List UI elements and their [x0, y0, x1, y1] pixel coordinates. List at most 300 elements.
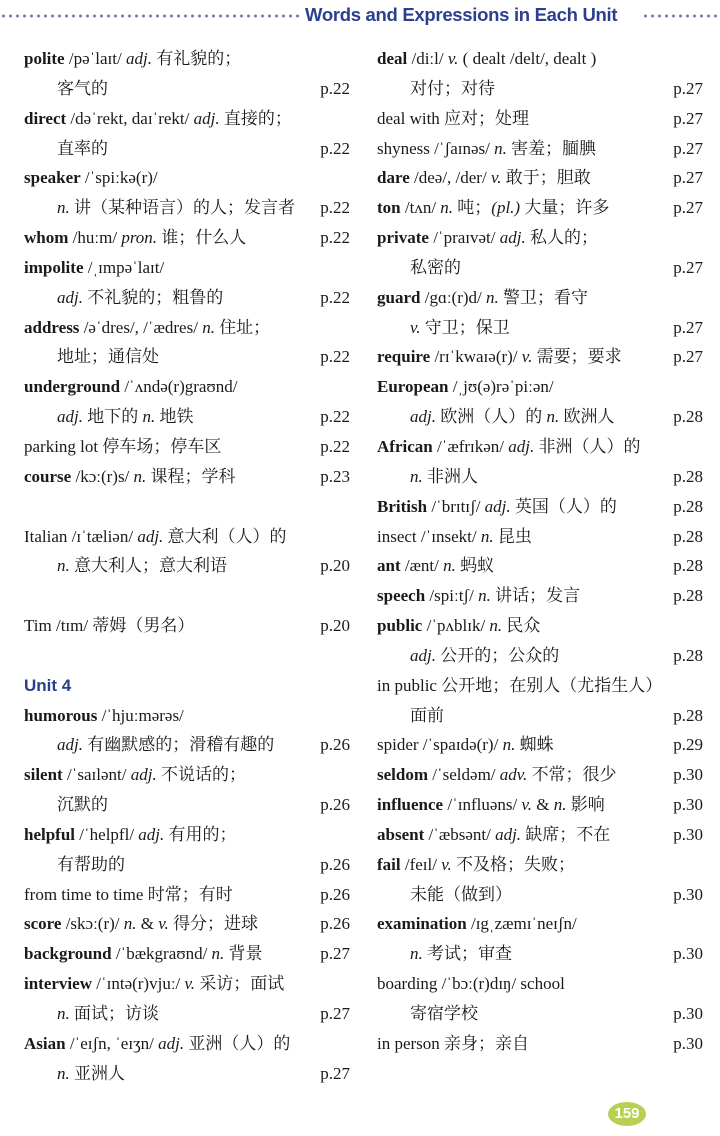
page-reference: p.22 — [320, 228, 350, 248]
vocab-entry — [377, 611, 703, 671]
entry-text: /rɪˈkwaɪə(r)/ — [430, 347, 522, 367]
entry-line — [377, 671, 703, 701]
vocab-entry — [377, 432, 703, 492]
entry-text: 对付；对待 — [410, 78, 495, 98]
page-reference: p.22 — [320, 407, 350, 427]
entry-line — [377, 492, 703, 522]
running-header — [0, 4, 720, 30]
page-reference: p.26 — [320, 884, 350, 904]
page-reference: p.28 — [673, 586, 703, 606]
vocab-entry — [377, 163, 703, 193]
entry-text: 面前 — [410, 705, 444, 725]
entry-text: 地下的 — [82, 407, 143, 427]
part-of-speech: v. — [490, 168, 502, 188]
entry-text: from time to time 时常；有时 — [24, 884, 233, 904]
headword: deal — [377, 49, 408, 68]
part-of-speech: n. — [57, 198, 70, 218]
entry-line — [24, 372, 350, 402]
entry-text: /diːl/ — [407, 49, 448, 68]
page-reference: p.27 — [320, 944, 350, 964]
entry-text: & — [532, 795, 554, 815]
entry-line — [24, 104, 350, 134]
entry-text: 欧洲（人）的 — [435, 407, 547, 427]
part-of-speech: adj. — [484, 496, 511, 516]
headword: underground — [24, 377, 121, 397]
entry-line — [377, 581, 703, 611]
entry-line — [377, 522, 703, 552]
page-reference: p.28 — [673, 496, 703, 516]
vocab-entry — [377, 671, 703, 731]
group-spacer — [24, 492, 350, 522]
part-of-speech: n. — [489, 616, 503, 636]
vocab-entry — [377, 134, 703, 164]
part-of-speech: n. — [211, 944, 225, 964]
entry-line — [377, 611, 703, 641]
page-reference: p.23 — [320, 466, 350, 486]
entry-text: 亚洲人 — [69, 1063, 125, 1083]
entry-line — [377, 223, 703, 253]
entry-text: 大量；许多 — [520, 198, 610, 218]
entry-line — [24, 193, 350, 223]
vocab-entry — [24, 969, 350, 1029]
entry-line — [24, 701, 350, 731]
entry-text: 有帮助的 — [57, 854, 125, 874]
headword: address — [24, 317, 80, 337]
entry-text: ( dealt /delt/, dealt ) — [458, 49, 597, 68]
headword: European — [377, 377, 449, 397]
part-of-speech: n. — [57, 556, 70, 576]
entry-text: /ˈʌndə(r)graʊnd/ — [120, 377, 238, 397]
entry-text: 课程；学科 — [146, 466, 236, 486]
page-reference: p.30 — [673, 765, 703, 785]
page-reference: p.27 — [320, 1004, 350, 1023]
headword: course — [24, 466, 72, 486]
entry-text: 英国（人）的 — [510, 496, 617, 516]
entry-text: /ænt/ — [400, 556, 444, 576]
page-reference: p.22 — [320, 198, 350, 218]
vocab-entry — [24, 939, 350, 969]
part-of-speech: n. — [410, 466, 423, 486]
part-of-speech: n. — [57, 1004, 70, 1023]
entry-text: 面试；访谈 — [69, 1004, 159, 1023]
page-reference: p.28 — [673, 526, 703, 546]
vocab-entry — [377, 850, 703, 910]
entry-line — [377, 134, 703, 164]
headword: helpful — [24, 824, 76, 844]
part-of-speech: n. — [123, 914, 137, 934]
vocab-entry — [377, 104, 703, 134]
entry-line — [24, 432, 350, 462]
part-of-speech: v. — [441, 854, 452, 874]
vocab-entry — [377, 283, 703, 343]
entry-text: spider /ˈspaɪdə(r)/ — [377, 735, 503, 755]
vocab-entry — [24, 44, 350, 104]
entry-text: Tim /tɪm/ 蒂姆（男名） — [24, 616, 195, 636]
entry-line — [377, 432, 703, 462]
vocab-entry — [24, 462, 350, 492]
entry-text: 民众 — [502, 616, 541, 636]
part-of-speech: adj. — [508, 436, 535, 456]
vocab-entry — [377, 730, 703, 760]
entry-line — [24, 551, 350, 581]
unit-heading: Unit 4 — [24, 675, 72, 695]
part-of-speech: adj. — [138, 824, 165, 844]
headword: direct — [24, 108, 67, 128]
entry-text: 有用的； — [164, 824, 237, 844]
page-reference: p.27 — [673, 257, 703, 277]
page-reference: p.22 — [320, 436, 350, 456]
headword: influence — [377, 795, 444, 815]
page-reference: p.26 — [320, 795, 350, 815]
entry-text: 不说话的； — [156, 765, 246, 785]
entry-text: 讲话；发言 — [490, 586, 581, 606]
entry-text: 欧洲人 — [559, 407, 615, 427]
entry-text: in public 公开地；在别人（尤指生人） — [377, 675, 663, 695]
headword: African — [377, 436, 433, 456]
vocab-entry — [24, 432, 350, 462]
headword: background — [24, 944, 112, 964]
entry-text: /spiːtʃ/ — [425, 586, 479, 606]
entry-text: /ˈbækgraʊnd/ — [111, 944, 212, 964]
entry-text: & — [136, 914, 159, 934]
entry-text: 得分；进球 — [168, 914, 259, 934]
left-column — [24, 44, 350, 1089]
vocab-entry — [24, 701, 350, 761]
part-of-speech: v. — [521, 795, 533, 815]
entry-text: /ˈbrɪtɪʃ/ — [427, 496, 485, 516]
entry-line — [24, 999, 350, 1029]
entry-text: 蜘蛛 — [515, 735, 554, 755]
part-of-speech: n. — [57, 1063, 70, 1083]
entry-line — [377, 1029, 703, 1059]
right-column — [377, 44, 703, 1059]
entry-text: boarding /ˈbɔː(r)dɪŋ/ school — [377, 974, 565, 994]
part-of-speech: adj. — [137, 526, 164, 546]
page-reference: p.20 — [320, 616, 350, 636]
entry-text: 沉默的 — [57, 795, 108, 815]
part-of-speech: (pl.) — [491, 198, 521, 218]
page-reference: p.26 — [320, 735, 350, 755]
entry-line — [377, 909, 703, 939]
headword: ant — [377, 556, 401, 576]
entry-text: 不及格；失败； — [451, 854, 576, 874]
headword: guard — [377, 287, 421, 307]
part-of-speech: adj. — [130, 765, 157, 785]
part-of-speech: adj. — [57, 735, 83, 755]
entry-text: 背景 — [224, 944, 263, 964]
part-of-speech: n. — [443, 556, 456, 576]
part-of-speech: adj. — [57, 407, 83, 427]
entry-text: 直率的 — [57, 138, 108, 158]
entry-text: 私人的； — [525, 228, 598, 248]
entry-text: 昆虫 — [493, 526, 532, 546]
entry-line — [377, 820, 703, 850]
group-spacer — [24, 641, 350, 671]
entry-line — [377, 44, 703, 74]
entry-text: /huːm/ — [68, 228, 122, 248]
entry-text: in person 亲身；亲自 — [377, 1033, 530, 1053]
entry-line — [24, 462, 350, 492]
part-of-speech: adj. — [125, 49, 152, 68]
headword: silent — [24, 765, 63, 785]
vocab-entry — [377, 193, 703, 223]
entry-text: 警卫；看守 — [498, 287, 589, 307]
entry-text: 蚂蚁 — [455, 556, 495, 576]
entry-text: /ˈɪnfluəns/ — [443, 795, 522, 815]
vocab-entry — [377, 223, 703, 283]
vocab-entry — [377, 44, 703, 104]
part-of-speech: adj. — [158, 1033, 185, 1053]
part-of-speech: n. — [410, 944, 423, 964]
entry-line — [377, 641, 703, 671]
entry-line — [377, 760, 703, 790]
entry-text: 敢于；胆敢 — [501, 168, 591, 188]
entry-line — [377, 253, 703, 283]
entry-text: /gɑː(r)d/ — [420, 287, 487, 307]
entry-text: /ˈhjuːmərəs/ — [97, 705, 184, 725]
entry-line — [24, 44, 350, 74]
part-of-speech: v. — [521, 347, 533, 367]
entry-line — [24, 969, 350, 999]
entry-text: 非洲（人）的 — [534, 436, 641, 456]
page-reference: p.27 — [673, 317, 703, 337]
header-title: Words and Expressions in Each Unit — [305, 4, 618, 25]
vocab-entry — [377, 342, 703, 372]
headword: speech — [377, 586, 426, 606]
headword: polite — [24, 49, 65, 68]
part-of-speech: v. — [447, 49, 459, 68]
page-reference: p.22 — [320, 78, 350, 98]
entry-text: 有礼貌的； — [151, 49, 242, 68]
entry-text: /əˈdres/, /ˈædres/ — [79, 317, 203, 337]
entry-text: 意大利人；意大利语 — [69, 556, 227, 576]
entry-line — [24, 611, 350, 641]
entry-line — [24, 909, 350, 939]
entry-line — [24, 880, 350, 910]
entry-text: 不礼貌的；粗鲁的 — [82, 287, 224, 307]
entry-line — [24, 939, 350, 969]
part-of-speech: v. — [410, 317, 421, 337]
page-reference: p.27 — [673, 347, 703, 367]
entry-line — [24, 1029, 350, 1059]
headword: private — [377, 228, 429, 248]
vocab-entry — [377, 969, 703, 1029]
entry-text: 缺席；不在 — [521, 824, 611, 844]
entry-line — [377, 790, 703, 820]
part-of-speech: n. — [142, 407, 156, 427]
page-number-badge: 159 — [608, 1102, 646, 1126]
vocab-entry — [377, 909, 703, 969]
entry-text: 考试；审查 — [422, 944, 512, 964]
part-of-speech: adj. — [193, 108, 220, 128]
entry-line — [377, 283, 703, 313]
entry-line — [24, 1059, 350, 1089]
part-of-speech: n. — [478, 586, 491, 606]
headword: impolite — [24, 257, 84, 277]
page-reference: p.28 — [673, 645, 703, 665]
part-of-speech: adj. — [495, 824, 522, 844]
vocab-entry — [24, 1029, 350, 1089]
entry-text: /dəˈrekt, daɪˈrekt/ — [66, 108, 194, 128]
part-of-speech: adv. — [499, 765, 528, 785]
page-reference: p.27 — [673, 78, 703, 98]
vocab-entry — [377, 581, 703, 611]
entry-line — [24, 283, 350, 313]
entry-text: /ˈsaɪlənt/ — [62, 765, 131, 785]
entry-line — [24, 313, 350, 343]
entry-text: /ˈpʌblɪk/ — [422, 616, 490, 636]
entry-text: 吨； — [453, 198, 492, 218]
headword: dare — [377, 168, 410, 188]
entry-text: /ɪgˌzæmɪˈneɪʃn/ — [466, 914, 577, 934]
entry-text: 影响 — [566, 795, 605, 815]
entry-text: 意大利（人）的 — [163, 526, 287, 546]
vocab-entry — [24, 611, 350, 641]
entry-line — [377, 104, 703, 134]
entry-text: 害羞；腼腆 — [506, 138, 597, 158]
entry-text: /ˈæbsənt/ — [424, 824, 496, 844]
entry-line — [377, 551, 703, 581]
vocab-entry — [24, 760, 350, 820]
vocab-entry — [377, 492, 703, 522]
entry-text: /ˈpraɪvət/ — [428, 228, 500, 248]
entry-line — [24, 163, 350, 193]
entry-text: 地址；通信处 — [57, 347, 159, 367]
vocab-entry — [377, 551, 703, 581]
entry-text: 客气的 — [57, 78, 108, 98]
page-reference: p.27 — [673, 138, 703, 158]
entry-line — [377, 342, 703, 372]
headword: ton — [377, 198, 401, 218]
vocab-entry — [24, 253, 350, 313]
entry-line — [24, 522, 350, 552]
page-reference: p.28 — [673, 407, 703, 427]
entry-line — [377, 850, 703, 880]
entry-text: 住址； — [214, 317, 271, 337]
entry-text: /ˈspiːkə(r)/ — [80, 168, 158, 188]
entry-line — [377, 402, 703, 432]
headword: examination — [377, 914, 467, 934]
page-reference: p.30 — [673, 944, 703, 964]
entry-line — [377, 999, 703, 1029]
vocab-entry — [24, 163, 350, 223]
entry-text: 讲（某种语言）的人；发言者 — [69, 198, 295, 218]
vocab-entry — [377, 790, 703, 820]
entry-text: parking lot 停车场；停车区 — [24, 436, 222, 456]
entry-line — [377, 193, 703, 223]
vocab-entry — [24, 880, 350, 910]
entry-text: shyness /ˈʃaɪnəs/ — [377, 138, 495, 158]
page-reference: p.20 — [320, 556, 350, 576]
page-reference: p.22 — [320, 138, 350, 158]
headword: whom — [24, 228, 69, 248]
page-reference: p.27 — [673, 108, 703, 128]
entry-line — [24, 820, 350, 850]
page-reference: p.27 — [320, 1063, 350, 1083]
entry-text: deal with 应对；处理 — [377, 108, 530, 128]
part-of-speech: n. — [546, 407, 560, 427]
headword: British — [377, 496, 428, 516]
entry-text: /ˌɪmpəˈlaɪt/ — [83, 257, 165, 277]
part-of-speech: v. — [184, 974, 196, 994]
page-reference: p.28 — [673, 466, 703, 486]
page-reference: p.30 — [673, 1033, 703, 1053]
page-reference: p.26 — [320, 914, 350, 934]
entry-text: /ˈhelpfl/ — [75, 824, 139, 844]
entry-text: /ˌjʊ(ə)rəˈpiːən/ — [448, 377, 554, 397]
entry-text: 私密的 — [410, 257, 461, 277]
part-of-speech: n. — [502, 735, 516, 755]
vocab-entry — [24, 223, 350, 253]
entry-text: 采访；面试 — [195, 974, 285, 994]
headword: absent — [377, 824, 425, 844]
vocab-entry — [24, 313, 350, 373]
entry-text: 有幽默感的；滑稽有趣的 — [82, 735, 275, 755]
part-of-speech: v. — [158, 914, 169, 934]
entry-text: 公开的；公众的 — [435, 645, 560, 665]
headword: speaker — [24, 168, 81, 188]
entry-text: /ˈæfrɪkən/ — [432, 436, 509, 456]
page-reference: p.26 — [320, 854, 350, 874]
entry-text: /ˈɪntə(r)vjuː/ — [91, 974, 185, 994]
vocab-entry — [377, 820, 703, 850]
part-of-speech: pron. — [121, 228, 158, 248]
page-reference: p.29 — [673, 735, 703, 755]
entry-line — [377, 730, 703, 760]
entry-text: 寄宿学校 — [410, 1004, 478, 1023]
entry-text: 需要；要求 — [532, 347, 622, 367]
entry-line — [24, 342, 350, 372]
headword: public — [377, 616, 423, 636]
entry-line — [377, 939, 703, 969]
part-of-speech: n. — [494, 138, 507, 158]
entry-text: 地铁 — [155, 407, 194, 427]
headword: interview — [24, 974, 92, 994]
entry-text: Italian /ɪˈtæliən/ — [24, 526, 138, 546]
entry-text: 非洲人 — [422, 466, 478, 486]
page-reference: p.27 — [673, 198, 703, 218]
part-of-speech: adj. — [57, 287, 83, 307]
entry-text: /ˈeɪʃn, ˈeɪʒn/ — [65, 1033, 159, 1053]
headword: Asian — [24, 1033, 66, 1053]
entry-text: 谁；什么人 — [157, 228, 247, 248]
entry-line — [24, 74, 350, 104]
headword: fail — [377, 854, 401, 874]
entry-line — [377, 969, 703, 999]
entry-line — [377, 462, 703, 492]
vocab-entry — [377, 522, 703, 552]
entry-line — [24, 850, 350, 880]
entry-text: 不常；很少 — [527, 765, 617, 785]
header-dots-left — [0, 12, 300, 20]
entry-line — [24, 134, 350, 164]
entry-line — [24, 253, 350, 283]
entry-line — [24, 402, 350, 432]
headword: require — [377, 347, 431, 367]
entry-text: /skɔː(r)/ — [61, 914, 124, 934]
part-of-speech: n. — [440, 198, 454, 218]
entry-line — [24, 760, 350, 790]
entry-text: /pəˈlaɪt/ — [64, 49, 126, 68]
part-of-speech: n. — [202, 317, 215, 337]
entry-text: /tʌn/ — [400, 198, 441, 218]
part-of-speech: n. — [480, 526, 494, 546]
entry-line — [377, 880, 703, 910]
headword: seldom — [377, 765, 428, 785]
part-of-speech: n. — [486, 287, 499, 307]
entry-line — [377, 701, 703, 731]
page-reference: p.30 — [673, 884, 703, 904]
